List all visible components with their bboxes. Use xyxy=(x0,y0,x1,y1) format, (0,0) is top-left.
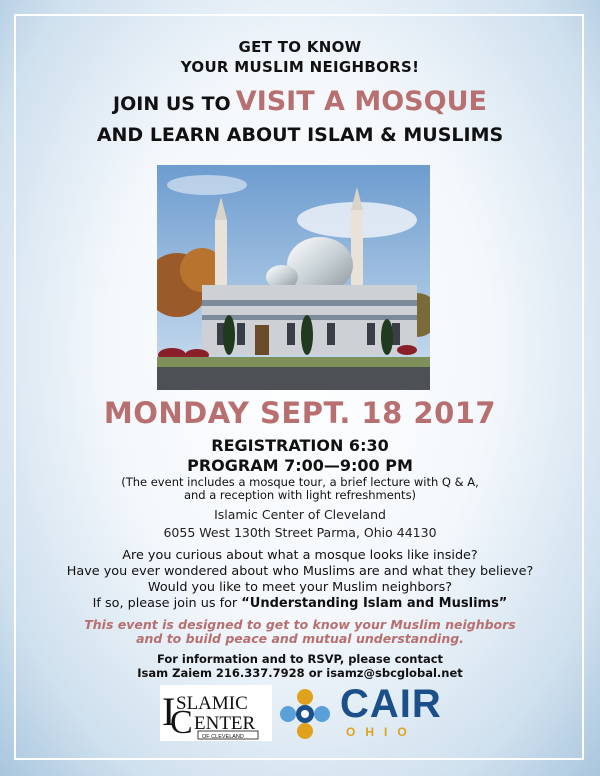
icc-line2: ENTER xyxy=(194,713,256,734)
cair-emblem-icon xyxy=(278,687,332,741)
contact-line2: Isam Zaiem 216.337.7928 or isamz@sbcglobal.net xyxy=(137,666,463,680)
headline-get-to-know: GET TO KNOW xyxy=(238,38,362,56)
join-us-text: JOIN US TO xyxy=(113,93,231,115)
mosque-photo xyxy=(157,165,430,390)
venue-name: Islamic Center of Cleveland xyxy=(214,507,386,522)
question-2: Have you ever wondered about who Muslims are and what they believe? xyxy=(66,564,534,579)
invite-prefix: If so, please join us for xyxy=(92,596,242,611)
event-date: MONDAY SEPT. 18 2017 xyxy=(103,396,497,430)
purpose-line2: and to build peace and mutual understanding. xyxy=(136,631,464,646)
cair-ohio: OHIO xyxy=(346,725,417,739)
visit-mosque-text: VISIT A MOSQUE xyxy=(235,86,487,117)
headline-learn: AND LEARN ABOUT ISLAM & MUSLIMS xyxy=(96,124,504,146)
icc-line3: OF CLEVELAND xyxy=(202,734,244,740)
headline-neighbors: YOUR MUSLIM NEIGHBORS! xyxy=(180,58,420,76)
icc-line1: SLAMIC xyxy=(176,693,248,714)
svg-text:C: C xyxy=(170,704,193,741)
contact-line1: For information and to RSVP, please contact xyxy=(156,652,444,666)
program-time: PROGRAM 7:00—9:00 PM xyxy=(187,456,413,475)
cair-logo xyxy=(340,683,460,743)
svg-text:I: I xyxy=(162,689,176,734)
event-includes-line2: and a reception with light refreshments) xyxy=(183,488,417,502)
cair-name: CAIR xyxy=(340,682,442,726)
invitation-line xyxy=(0,596,600,612)
islamic-center-logo xyxy=(160,685,272,741)
headline-visit-mosque xyxy=(0,84,600,123)
question-3: Would you like to meet your Muslim neighbors? xyxy=(147,580,453,595)
question-1: Are you curious about what a mosque looks like inside? xyxy=(122,548,478,563)
sponsor-logos xyxy=(160,683,460,743)
registration-time: REGISTRATION 6:30 xyxy=(211,436,389,455)
event-includes-line1: (The event includes a mosque tour, a brief lecture with Q & A, xyxy=(121,475,479,489)
event-title: “Understanding Islam and Muslims” xyxy=(241,596,508,611)
purpose-line1: This event is designed to get to know your Muslim neighbors xyxy=(84,617,516,632)
venue-address: 6055 West 130th Street Parma, Ohio 44130 xyxy=(163,525,437,540)
